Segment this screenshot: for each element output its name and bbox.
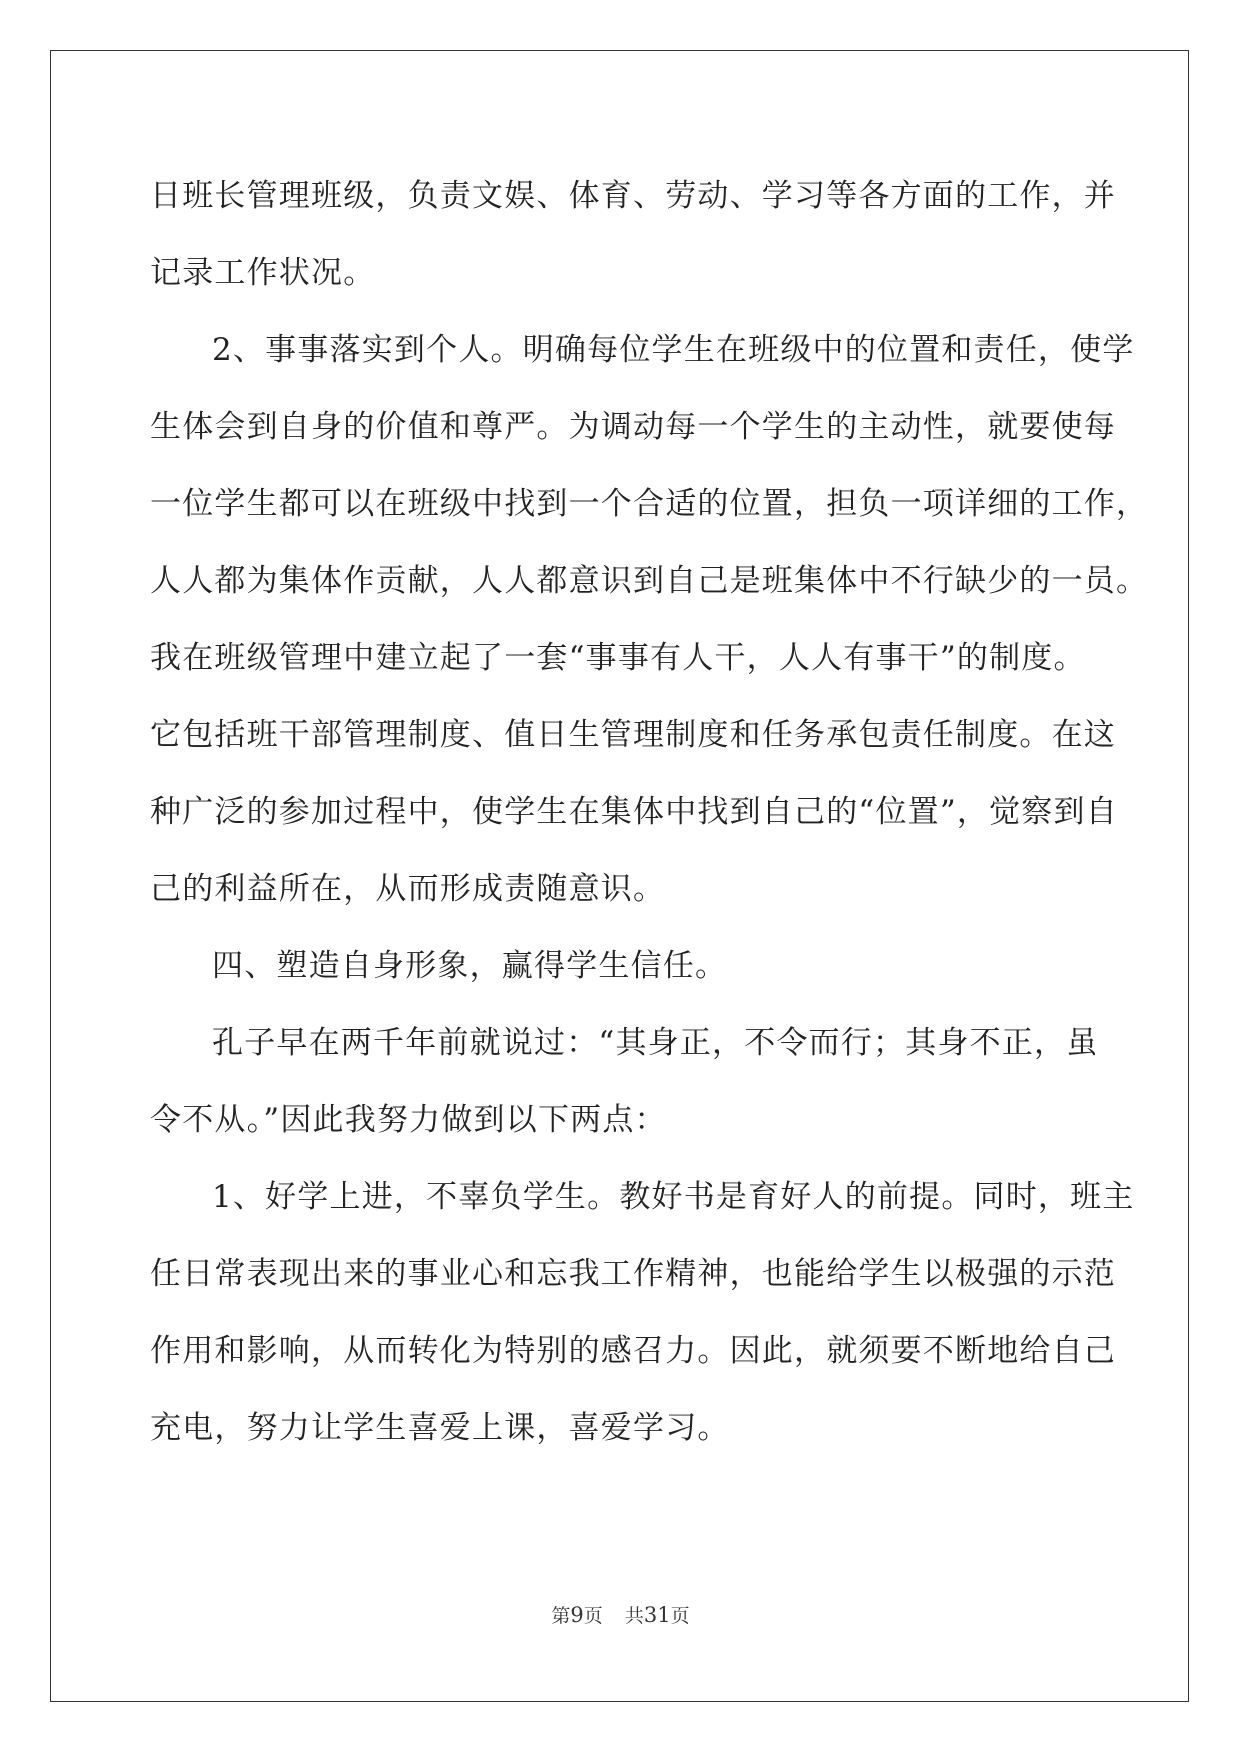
text-line-7: 我在班级管理中建立起了一套“事事有人干，人人有事干”的制度。: [150, 640, 1086, 676]
total-prefix: 共: [624, 1605, 644, 1627]
text-line-3: 2、事事落实到个人。明确每位学生在班级中的位置和责任，使学: [212, 332, 1135, 368]
text-line-17: 充电，努力让学生喜爱上课，喜爱学习。: [150, 1410, 730, 1446]
document-body: [150, 158, 1149, 1467]
page-current: 9: [570, 1603, 584, 1627]
text-line-5: 一位学生都可以在班级中找到一个合适的位置，担负一项详细的工作，: [150, 486, 1149, 522]
text-line-14: 1、好学上进，不辜负学生。教好书是育好人的前提。同时，班主: [212, 1179, 1135, 1215]
text-line-16: 作用和影响，从而转化为特别的感召力。因此，就须要不断地给自己: [150, 1333, 1116, 1369]
text-line-10: 己的利益所在，从而形成责随意识。: [150, 871, 666, 907]
text-line-13: 令不从。”因此我努力做到以下两点：: [150, 1102, 667, 1138]
text-line-15: 任日常表现出来的事业心和忘我工作精神，也能给学生以极强的示范: [150, 1256, 1116, 1292]
text-line-8: 它包括班干部管理制度、值日生管理制度和任务承包责任制度。在这: [150, 717, 1116, 753]
page-suffix: 页: [583, 1605, 603, 1627]
page-prefix: 第: [551, 1605, 571, 1627]
text-line-4: 生体会到自身的价值和尊严。为调动每一个学生的主动性，就要使每: [150, 409, 1116, 445]
text-line-6: 人人都为集体作贡献，人人都意识到自己是班集体中不行缺少的一员。: [150, 563, 1149, 599]
section-heading: 四、塑造自身形象，赢得学生信任。: [212, 948, 728, 984]
text-line-9: 种广泛的参加过程中，使学生在集体中找到自己的“位置”，觉察到自: [150, 794, 1118, 830]
text-line-2: 记录工作状况。: [150, 255, 376, 291]
text-line-12: 孔子早在两千年前就说过：“其身正，不令而行；其身不正，虽: [212, 1025, 1099, 1061]
text-line-1: 日班长管理班级，负责文娱、体育、劳动、学习等各方面的工作，并: [150, 178, 1116, 214]
total-suffix: 页: [670, 1605, 690, 1627]
page-total: 31: [643, 1603, 671, 1627]
page-footer: [0, 1601, 1241, 1628]
